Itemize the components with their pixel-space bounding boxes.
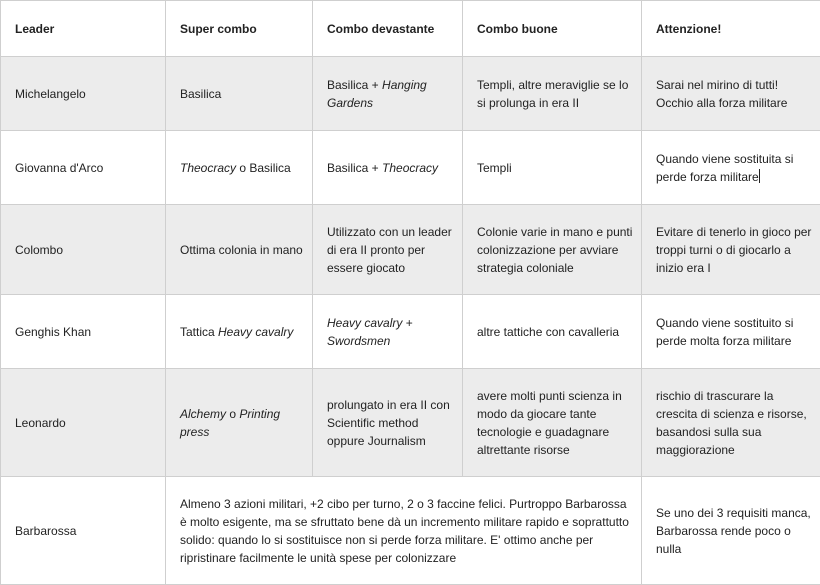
table-row (1, 477, 820, 585)
header-combo-devastante: Combo devastante (313, 1, 463, 57)
cell-super-combo[interactable]: Tattica Heavy cavalry (166, 295, 313, 369)
cell-attenzione[interactable]: Sarai nel mirino di tutti! Occhio alla forza militare (642, 57, 820, 131)
cell-leader[interactable]: Genghis Khan (1, 295, 166, 369)
cell-combo-devastante[interactable]: Utilizzato con un leader di era II pronto per essere giocato (313, 205, 463, 295)
cell-attenzione[interactable]: Se uno dei 3 requisiti manca, Barbarossa rende poco o nulla (642, 477, 820, 585)
cell-attenzione[interactable]: rischio di trascurare la crescita di scienza e risorse, basandosi sulla sua maggiorazione (642, 369, 820, 477)
cell-combo-devastante[interactable]: Basilica + Hanging Gardens (313, 57, 463, 131)
cell-combo-devastante[interactable]: prolungato in era II con Scientific method oppure Journalism (313, 369, 463, 477)
cell-leader[interactable]: Leonardo (1, 369, 166, 477)
cell-combo-buone[interactable]: Templi, altre meraviglie se lo si prolunga in era II (463, 57, 642, 131)
header-row (1, 1, 820, 57)
cell-combo-buone[interactable]: Templi (463, 131, 642, 205)
header-combo-buone: Combo buone (463, 1, 642, 57)
text-cursor (759, 169, 760, 183)
cell-combo-buone[interactable]: avere molti punti scienza in modo da giocare tante tecnologie e guadagnare altrettante risorse (463, 369, 642, 477)
cell-combo-buone[interactable]: altre tattiche con cavalleria (463, 295, 642, 369)
cell-attenzione[interactable]: Quando viene sostituito si perde molta forza militare (642, 295, 820, 369)
table-row (1, 295, 820, 369)
table-row (1, 369, 820, 477)
cell-leader[interactable]: Michelangelo (1, 57, 166, 131)
header-attenzione: Attenzione! (642, 1, 820, 57)
cell-attenzione[interactable]: Quando viene sostituita si perde forza militare (642, 131, 820, 205)
header-super-combo: Super combo (166, 1, 313, 57)
cell-super-combo[interactable]: Basilica (166, 57, 313, 131)
header-leader: Leader (1, 1, 166, 57)
cell-super-combo[interactable]: Theocracy o Basilica (166, 131, 313, 205)
cell-combo-buone[interactable]: Colonie varie in mano e punti colonizzazione per avviare strategia coloniale (463, 205, 642, 295)
cell-attenzione[interactable]: Evitare di tenerlo in gioco per troppi turni o di giocarlo a inizio era I (642, 205, 820, 295)
cell-combo-devastante[interactable]: Basilica + Theocracy (313, 131, 463, 205)
table-row (1, 57, 820, 131)
cell-leader[interactable]: Colombo (1, 205, 166, 295)
table-row (1, 131, 820, 205)
cell-combo-devastante[interactable]: Heavy cavalry + Swordsmen (313, 295, 463, 369)
table-row (1, 205, 820, 295)
cell-leader[interactable]: Barbarossa (1, 477, 166, 585)
cell-super-combo[interactable]: Ottima colonia in mano (166, 205, 313, 295)
cell-super-combo[interactable]: Alchemy o Printing press (166, 369, 313, 477)
cell-leader[interactable]: Giovanna d'Arco (1, 131, 166, 205)
cell-merged-description[interactable]: Almeno 3 azioni militari, +2 cibo per turno, 2 o 3 faccine felici. Purtroppo Barbarossa è molto esigente, ma se sfruttato bene dà un incremento militare rapido e soprattutto solido: quando lo si sostituisce non si perde forza militare. E' ottimo anche per ripristinare facilmente le unità spese per colonizzare (166, 477, 642, 585)
